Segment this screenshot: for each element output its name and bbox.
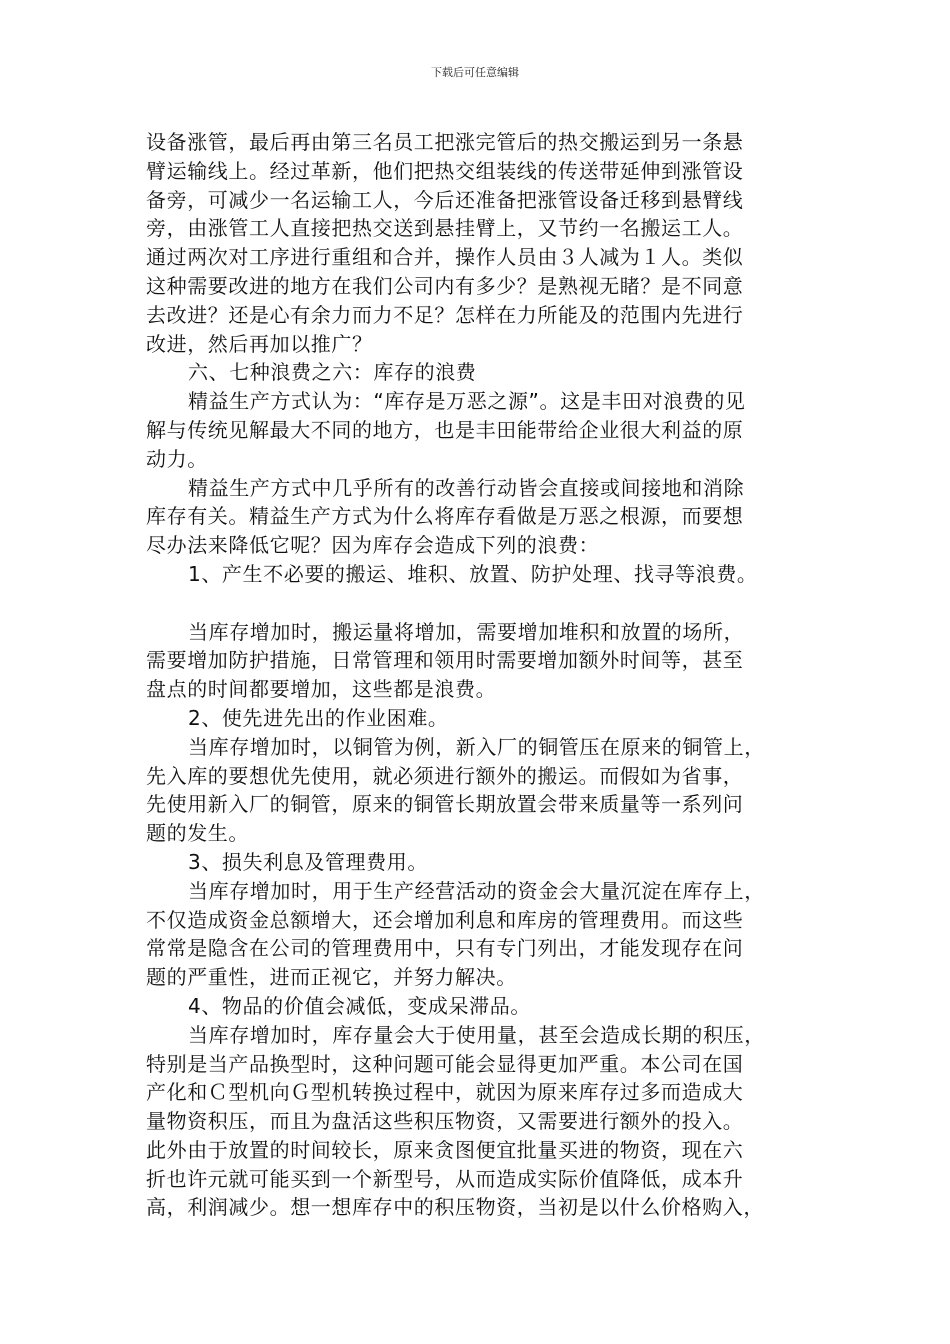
paragraph-line: 旁，由涨管工人直接把热交送到悬挂臂上，又节约一名搬运工人。	[146, 216, 744, 241]
paragraph-line: 高，利润减少。想一想库存中的积压物资，当初是以什么价格购入，	[146, 1195, 764, 1220]
paragraph-line: 题的严重性，进而正视它，并努力解决。	[146, 965, 517, 990]
paragraph-line: 库存有关。精益生产方式为什么将库存看做是万恶之根源，而要想	[146, 504, 744, 529]
paragraph-line: 题的发生。	[146, 821, 249, 846]
paragraph-line: 3、损失利息及管理费用。	[188, 849, 428, 874]
document-body	[146, 128, 826, 1222]
paragraph-line: 六、七种浪费之六：库存的浪费	[188, 360, 477, 385]
paragraph-line: 量物资积压，而且为盘活这些积压物资，又需要进行额外的投入。	[146, 1109, 744, 1134]
paragraph-line: 这种需要改进的地方在我们公司内有多少？是熟视无睹？是不同意	[146, 273, 744, 298]
paragraph-line: 此外由于放置的时间较长，原来贪图便宜批量买进的物资，现在六	[146, 1137, 744, 1162]
paragraph-line: 改进，然后再加以推广？	[146, 331, 373, 356]
paragraph-line: 当库存增加时，搬运量将增加，需要增加堆积和放置的场所，	[188, 619, 745, 644]
paragraph-line: 折也许元就可能买到一个新型号，从而造成实际价值降低，成本升	[146, 1166, 744, 1191]
paragraph-line: 特别是当产品换型时，这种问题可能会显得更加严重。本公司在国	[146, 1051, 744, 1076]
paragraph-line: 当库存增加时，库存量会大于使用量，甚至会造成长期的积压，	[188, 1022, 765, 1047]
paragraph-line: 盘点的时间都要增加，这些都是浪费。	[146, 677, 497, 702]
paragraph-line: 当库存增加时，用于生产经营活动的资金会大量沉淀在库存上，	[188, 878, 765, 903]
paragraph-line: 设备涨管，最后再由第三名员工把涨完管后的热交搬运到另一条悬	[146, 130, 744, 154]
paragraph-line: 尽办法来降低它呢？因为库存会造成下列的浪费：	[146, 533, 600, 558]
blank-line	[146, 589, 826, 618]
paragraph-line: 不仅造成资金总额增大，还会增加利息和库房的管理费用。而这些	[146, 907, 744, 932]
paragraph-line: 4、物品的价值会减低，变成呆滞品。	[188, 993, 531, 1018]
paragraph-line: 解与传统见解最大不同的地方，也是丰田能带给企业很大利益的原	[146, 417, 744, 442]
paragraph-line: 2、使先进先出的作业困难。	[188, 705, 449, 730]
paragraph-line: 需要增加防护措施，日常管理和领用时需要增加额外时间等，甚至	[146, 648, 744, 673]
paragraph-line: 精益生产方式认为：“库存是万恶之源”。这是丰田对浪费的见	[188, 389, 746, 414]
paragraph-line: 去改进？还是心有余力而力不足？怎样在力所能及的范围内先进行	[146, 302, 744, 327]
paragraph-line: 常常是隐含在公司的管理费用中，只有专门列出，才能发现存在问	[146, 936, 744, 961]
paragraph-line: 先使用新入厂的铜管，原来的铜管长期放置会带来质量等一系列问	[146, 792, 744, 817]
page-header: 下载后可任意编辑	[431, 66, 519, 79]
paragraph-line: 动力。	[146, 446, 208, 471]
paragraph-line: 通过两次对工序进行重组和合并，操作人员由３人减为１人。类似	[146, 245, 744, 270]
paragraph-line: 备旁，可减少一名运输工人，今后还准备把涨管设备迁移到悬臂线	[146, 187, 744, 212]
paragraph-line: 1、产生不必要的搬运、堆积、放置、防护处理、找寻等浪费。	[188, 561, 758, 586]
paragraph-line: 产化和Ｃ型机向Ｇ型机转换过程中，就因为原来库存过多而造成大	[146, 1080, 744, 1105]
paragraph-line: 先入库的要想优先使用，就必须进行额外的搬运。而假如为省事，	[146, 763, 744, 788]
paragraph-line: 当库存增加时，以铜管为例，新入厂的铜管压在原来的铜管上，	[188, 734, 765, 759]
paragraph-line: 臂运输线上。经过革新，他们把热交组装线的传送带延伸到涨管设	[146, 158, 744, 183]
paragraph-line: 精益生产方式中几乎所有的改善行动皆会直接或间接地和消除	[188, 475, 745, 500]
